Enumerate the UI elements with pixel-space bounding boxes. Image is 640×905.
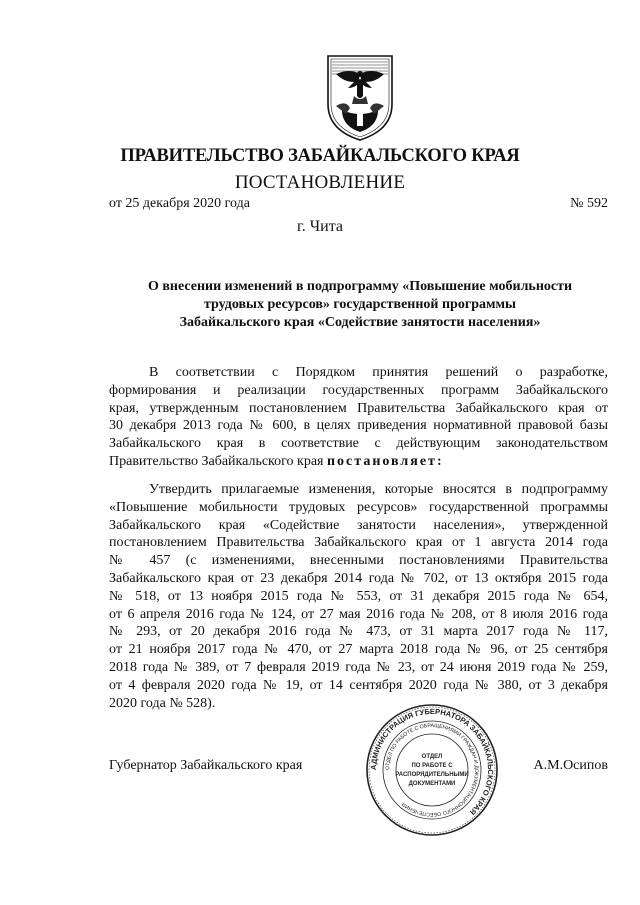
official-seal-stamp [364,702,500,838]
coat-of-arms-icon [324,52,396,142]
paragraph-line: формирования и реализации государственных программ Забайкальского [109,382,608,398]
paragraph-line: от 6 апреля 2016 года № 124, от 27 мая 2016 года № 208, от 8 июля 2016 года [109,606,608,622]
signatory-role: Губернатор Забайкальского края [109,758,303,773]
subject-line: О внесении изменений в подпрограмму «Повышение мобильности [147,279,573,294]
paragraph-line: № 518, от 13 ноября 2015 года № 553, от 31 декабря 2015 года № 654, [109,588,608,604]
government-title: ПРАВИТЕЛЬСТВО ЗАБАЙКАЛЬСКОГО КРАЯ [120,146,520,166]
subject-line: Забайкальского края «Содействие занятости населения» [179,315,541,330]
seal-center-line: ОТДЕЛ [421,754,443,760]
paragraph-line: «Повышение мобильности трудовых ресурсов» государственной программы [109,499,608,515]
paragraph-line: 2020 года № 528). [109,695,216,711]
document-date: от 25 декабря 2020 года [109,196,250,211]
paragraph-line: края, утвержденным постановлением Правительства Забайкальского края от [109,400,608,416]
paragraph-line: от 21 ноября 2017 года № 470, от 27 марта 2018 года № 96, от 25 сентября [109,642,608,658]
document-number: № 592 [570,196,608,211]
document-city: г. Чита [296,218,343,235]
seal-inner-text: ОТДЕЛ ПО РАБОТЕ С ОБРАЩЕНИЯМИ ГРАЖДАН И ДОКУМЕНТАЦИОННОГО ОБЕСПЕЧЕНИЯ [384,722,480,818]
document-subject [100,278,620,332]
paragraph-line: № 457 (с изменениями, внесенными постановлениями Правительства [109,553,608,569]
paragraph-line: Забайкальского края в соответствие с действующим законодательством [109,436,608,452]
document-type: ПОСТАНОВЛЕНИЕ [234,172,406,193]
paragraph-line: В соответствии с Порядком принятия решений о разработке, [149,365,608,380]
paragraph-line: № 293, от 20 декабря 2016 года № 473, от 31 марта 2017 года № 117, [109,624,608,640]
decree-authority: Правительство Забайкальского края [109,453,327,469]
seal-center-line: ПО РАБОТЕ С [411,763,453,769]
paragraph-line: Утвердить прилагаемые изменения, которые вносятся в подпрограмму [149,482,608,497]
paragraph-line: постановлением Правительства Забайкальского края от 1 августа 2014 года [109,535,608,551]
subject-line: трудовых ресурсов» государственной программы [204,297,516,312]
decree-verb: постановляет [326,453,437,469]
paragraph-line: от 4 февраля 2020 года № 19, от 14 сентября 2020 года № 380, от 3 декабря [109,677,608,693]
seal-outer-text: АДМИНИСТРАЦИЯ ГУБЕРНАТОРА ЗАБАЙКАЛЬСКОГО КРАЯ [368,706,496,817]
paragraph-line: 2018 года № 389, от 7 февраля 2019 года № 23, от 24 июня 2019 года № 259, [109,659,608,675]
seal-center-line: РАСПОРЯДИТЕЛЬНЫМИ [395,772,469,778]
paragraph-line: 30 декабря 2013 года № 600, в целях приведения нормативной правовой базы [109,418,608,434]
paragraph-line [109,453,608,471]
signatory-name: А.М.Осипов [533,758,608,773]
operative-paragraph [109,481,608,712]
paragraph-line: Забайкальского края от 23 декабря 2014 года № 702, от 13 октября 2015 года [109,570,608,586]
preamble-paragraph [109,364,608,471]
seal-center-line: ДОКУМЕНТАМИ [408,781,456,787]
paragraph-line: Забайкальского края «Содействие занятости населения», утвержденной [109,517,608,533]
decree-colon: : [436,453,444,469]
